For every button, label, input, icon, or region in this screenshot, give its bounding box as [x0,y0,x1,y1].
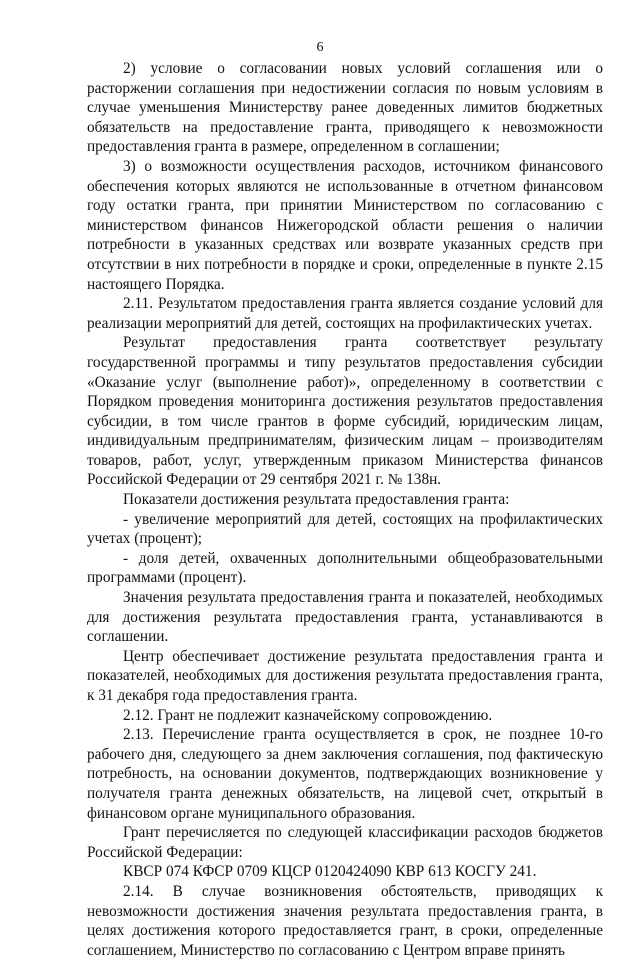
paragraph-2-13-transfer: 2.13. Перечисление гранта осуществляется в срок, не позднее 10-го рабочего дня, следующего за днем заключения соглашения, под фактическую потребность, на основании документов, подтверждающих возникновение у получателя гранта денежных обязательств, на лицевой счет, открытый в финансовом органе муниципального образования. [87,726,603,822]
paragraph-indicators-heading: Показатели достижения результата предоставления гранта: [123,491,510,509]
paragraph-indicator-events: - увеличение мероприятий для детей, состоящих на профилактических учетах (процент); [87,510,603,548]
paragraph-values-established: Значения результата предоставления гранта и показателей, необходимых для достижения результата предоставления гранта, устанавливаются в соглашении. [87,589,603,646]
paragraph-2-12-treasury: 2.12. Грант не подлежит казначейскому сопровождению. [123,706,493,724]
page-number: 6 [316,40,324,55]
paragraph-classification-codes: КВСР 074 КФСР 0709 КЦСР 0120424090 КВР 613 КОСГУ 241. [123,863,537,881]
paragraph-2-14-circumstances: 2.14. В случае возникновения обстоятельств, приводящих к невозможности достижения значения результата предоставления гранта, в целях достижения которого предоставляется грант, в сроки, определенные соглашением, Министерство по согласованию с Центром вправе принять [87,882,603,959]
document-body [87,59,603,960]
paragraph-3-expenses-possibility: 3) о возможности осуществления расходов, источником финансового обеспечения которых являются не использованные в отчетном финансовом году остатки гранта, при принятии Министерством по согласованию с министерством финансов Нижегородской области решения о наличии потребности в указанных средствах или возврате указанных средств при отсутствии в них потребности в порядке и сроки, определенные в пункте 2.15 настоящего Порядка. [87,157,603,293]
paragraph-2-condition-agreement: 2) условие о согласовании новых условий соглашения или о расторжении соглашения при недостижении согласия по новым условиям в случае уменьшения Министерству ранее доведенных лимитов бюджетных обязательств на предоставление гранта, приводящего к невозможности предоставления гранта в размере, определенном в соглашении; [87,60,603,156]
paragraph-2-11-result: 2.11. Результатом предоставления гранта является создание условий для реализации мероприятий для детей, состоящих на профилактических учетах. [87,295,603,332]
paragraph-classification-intro: Грант перечисляется по следующей классификации расходов бюджетов Российской Федерации: [87,824,603,861]
paragraph-result-correspondence: Результат предоставления гранта соответствует результату государственной программы и типу результатов предоставления субсидии «Оказание услуг (выполнение работ)», определенному в соответствии с Порядком проведения мониторинга достижения результатов предоставления субсидии, в том числе грантов в форме субсидий, юридическим лицам, индивидуальным предпринимателям, физическим лицам – производителям товаров, работ, услуг, утвержденным приказом Министерства финансов Российской Федерации от 29 сентября 2021 г. № 138н. [87,334,603,489]
paragraph-center-ensures: Центр обеспечивает достижение результата предоставления гранта и показателей, необходимых для достижения результата предоставления гранта, к 31 декабря года предоставления гранта. [87,647,603,704]
paragraph-indicator-children-share: - доля детей, охваченных дополнительными общеобразовательными программами (процент). [87,549,603,587]
